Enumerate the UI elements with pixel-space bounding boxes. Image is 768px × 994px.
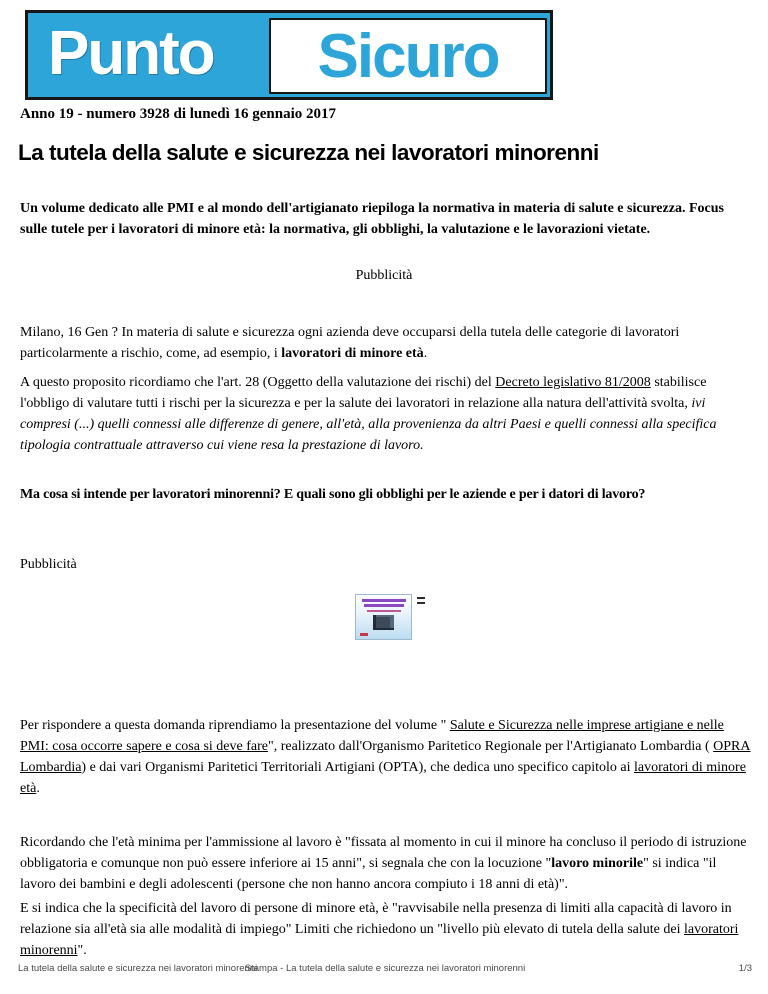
text-run: E si indica che la specificità del lavoro di persone di minore età, è "ravvisabile nella presenza di limiti alla capacità di lavoro in relazione sia all'età sia alle modalità di impiego" Limiti che richiedono un "livello più elevato di tutela della salute dei xyxy=(20,901,732,937)
footer-print-title: Stampa - La tutela della salute e sicurezza nei lavoratori minorenni xyxy=(244,963,526,974)
text-run: . xyxy=(36,781,40,796)
page-number: 1/3 xyxy=(738,963,752,974)
text-run: ivi compresi (...) quelli connessi alle differenze di genere, all'età, alla provenienza da altri Paesi e quelli connessi alla specifica tipologia contrattuale attraverso cui viene resa la prestazione di lavoro. xyxy=(20,396,717,453)
cover-title-bar xyxy=(362,599,406,602)
text-run: ", realizzato dall'Organismo Paritetico Regionale per l'Artigianato Lombardia ( xyxy=(268,739,714,754)
text-run: Per rispondere a questa domanda riprendiamo la presentazione del volume " xyxy=(20,718,450,733)
ad-label: Pubblicità xyxy=(355,268,413,283)
text-run: lavoro minorile xyxy=(551,856,644,871)
logo-sicuro-box xyxy=(269,18,547,94)
article-paragraph xyxy=(20,715,754,799)
inline-link[interactable]: Decreto legislativo 81/2008 xyxy=(495,375,651,390)
inline-link[interactable]: OPRA Lombardia xyxy=(20,739,751,775)
article-paragraph xyxy=(20,372,754,456)
logo-sicuro: Sicuro xyxy=(317,21,499,91)
text-run: A questo proposito ricordiamo che l'art. 28 (Oggetto della valutazione dei rischi) del xyxy=(20,375,496,390)
logo-punto: Punto xyxy=(48,19,214,89)
article-intro: Un volume dedicato alle PMI e al mondo dell'artigianato riepiloga la normativa in materia di salute e sicurezza. Focus sulle tutele per i lavoratori di minore età: la normativa, gli obblighi, la valutazione e le lavorazioni vietate. xyxy=(20,201,724,237)
text-run: lavoratori di minore età xyxy=(281,346,424,361)
ad-label: Pubblicità xyxy=(20,557,77,572)
page-footer xyxy=(18,963,752,977)
cover-subtitle-bar xyxy=(367,610,401,612)
article-title: La tutela della salute e sicurezza nei lavoratori minorenni xyxy=(18,140,599,165)
article-paragraph xyxy=(20,898,754,961)
cover-title-bar xyxy=(364,604,404,607)
question-heading: Ma cosa si intende per lavoratori minorenni? E quali sono gli obblighi per le aziende e per i datori di lavoro? xyxy=(20,487,646,502)
text-run: " si indica "il lavoro dei bambini e degli adolescenti (persone che non hanno ancora compiuto i 18 anni di età)". xyxy=(20,856,717,892)
text-run: ) e dai vari Organismi Paritetici Territoriali Artigiani (OPTA), che dedica uno specifico capitolo ai xyxy=(81,760,634,775)
article-paragraph xyxy=(20,322,754,364)
text-run: . xyxy=(423,346,428,361)
cover-logo-mark xyxy=(360,633,368,636)
footer-document-title: La tutela della salute e sicurezza nei lavoratori minorenni xyxy=(18,963,258,974)
cover-photo xyxy=(373,615,394,630)
equals-icon xyxy=(417,597,425,607)
inline-link[interactable]: Salute e Sicurezza nelle imprese artigiane e nelle PMI: cosa occorre sapere e cosa si deve fare xyxy=(20,718,724,754)
ad-thumbnail[interactable] xyxy=(355,594,412,640)
masthead-banner xyxy=(25,10,553,100)
text-run: Ricordando che l'età minima per l'ammissione al lavoro è "fissata al momento in cui il minore ha concluso il periodo di istruzione obbligatoria e comunque non può essere inferiore ai 15 anni", si segnala che con la locuzione " xyxy=(20,835,747,871)
inline-link[interactable]: lavoratori di minore età xyxy=(20,760,746,796)
text-run: stabilisce l'obbligo di valutare tutti i rischi per la sicurezza e per la salute dei lavoratori in relazione alla natura dell'attività svolta, xyxy=(20,375,707,411)
inline-link[interactable]: lavoratori minorenni xyxy=(20,922,739,958)
article-paragraph xyxy=(20,832,754,895)
text-run: ". xyxy=(77,943,87,958)
issue-line: Anno 19 - numero 3928 di lunedì 16 gennaio 2017 xyxy=(20,106,337,122)
text-run: Milano, 16 Gen ? In materia di salute e sicurezza ogni azienda deve occuparsi della tutela delle categorie di lavoratori particolarmente a rischio, come, ad esempio, i xyxy=(20,325,680,361)
